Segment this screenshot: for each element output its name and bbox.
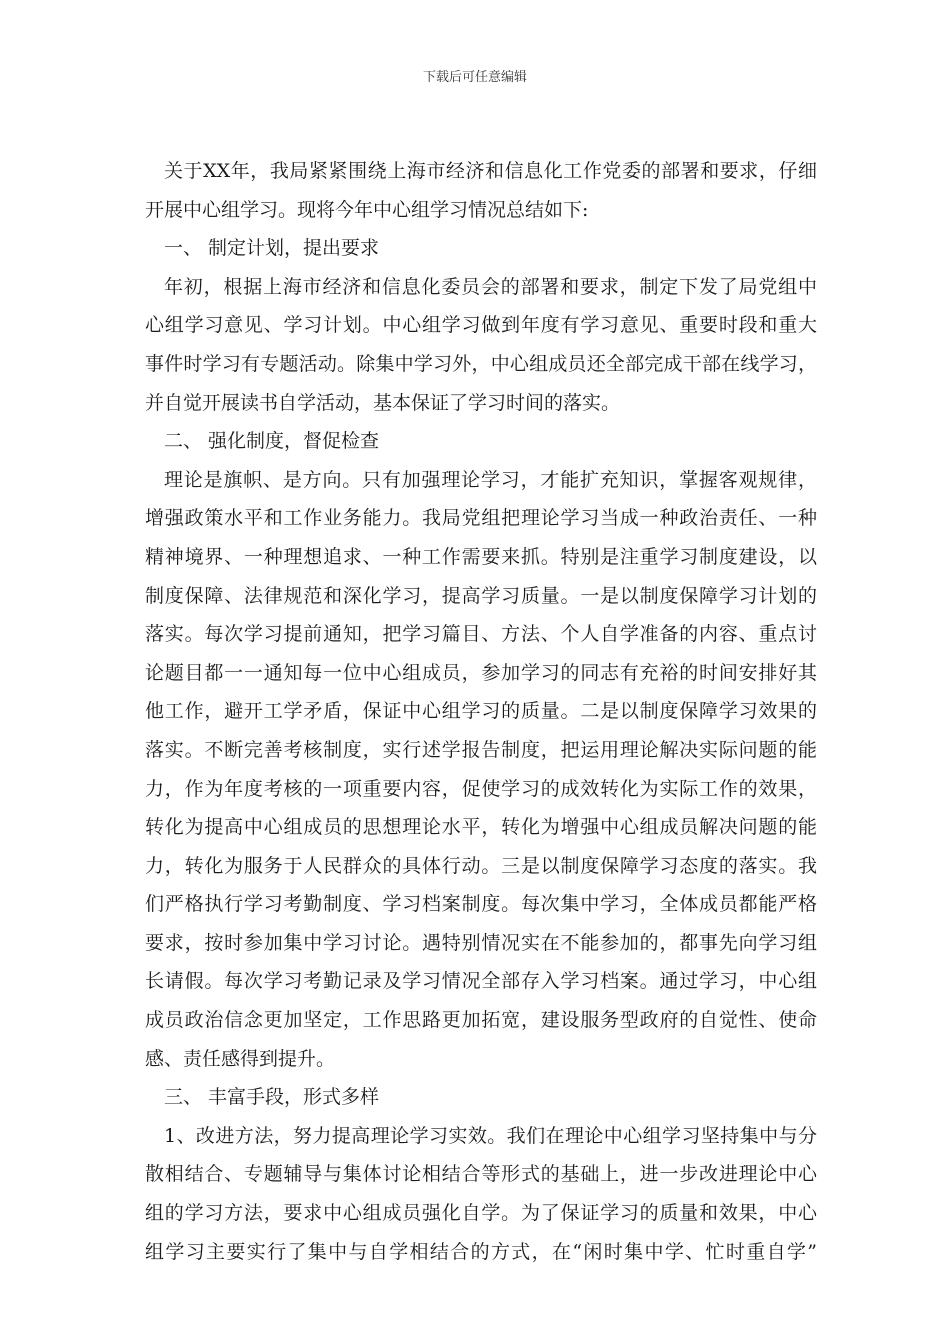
paragraph-line: 长请假。每次学习考勤记录及学习情况全部存入学习档案。通过学习，中心组 <box>145 970 817 993</box>
paragraph-line: 组学习主要实行了集中与自学相结合的方式，在“闲时集中学、忙时重自学” <box>145 1240 817 1263</box>
paragraph-line: 关于XX年，我局紧紧围绕上海市经济和信息化工作党委的部署和要求，仔细 <box>164 160 817 182</box>
paragraph-line: 1、改进方法，努力提高理论学习实效。我们在理论中心组学习坚持集中与分 <box>164 1124 817 1147</box>
paragraph-line: 他工作，避开工学矛盾，保证中心组学习的质量。二是以制度保障学习效果的 <box>145 700 817 723</box>
paragraph-line: 制度保障、法律规范和深化学习，提高学习质量。一是以制度保障学习计划的 <box>145 584 817 607</box>
paragraph-line: 理论是旗帜、是方向。只有加强理论学习，才能扩充知识，掌握客观规律， <box>164 468 817 491</box>
page-header: 下载后可任意编辑 <box>422 70 527 85</box>
paragraph-line: 并自觉开展读书自学活动，基本保证了学习时间的落实。 <box>145 391 621 414</box>
paragraph-line: 开展中心组学习。现将今年中心组学习情况总结如下: <box>145 198 589 221</box>
paragraph-line: 落实。每次学习提前通知，把学习篇目、方法、个人自学准备的内容、重点讨 <box>145 623 817 646</box>
paragraph-line: 增强政策水平和工作业务能力。我局党组把理论学习当成一种政治责任、一种 <box>145 507 817 530</box>
paragraph-line: 散相结合、专题辅导与集体讨论相结合等形式的基础上，进一步改进理论中心 <box>145 1163 817 1186</box>
section-heading: 二、 强化制度，督促检查 <box>164 430 380 453</box>
section-heading: 一、 制定计划，提出要求 <box>164 237 380 260</box>
section-heading: 三、 丰富手段，形式多样 <box>164 1086 380 1109</box>
paragraph-line: 组的学习方法，要求中心组成员强化自学。为了保证学习的质量和效果，中心 <box>145 1202 817 1225</box>
paragraph-line: 论题目都一一通知每一位中心组成员，参加学习的同志有充裕的时间安排好其 <box>145 661 817 684</box>
paragraph-line: 年初，根据上海市经济和信息化委员会的部署和要求，制定下发了局党组中 <box>164 275 817 298</box>
paragraph-line: 要求，按时参加集中学习讨论。遇特别情况实在不能参加的，都事先向学习组 <box>145 931 817 954</box>
paragraph-line: 力，作为年度考核的一项重要内容，促使学习的成效转化为实际工作的效果， <box>145 777 817 800</box>
paragraph-line: 落实。不断完善考核制度，实行述学报告制度，把运用理论解决实际问题的能 <box>145 738 817 761</box>
paragraph-line: 精神境界、一种理想追求、一种工作需要来抓。特别是注重学习制度建设，以 <box>145 545 817 568</box>
paragraph-line: 感、责任感得到提升。 <box>145 1047 336 1070</box>
paragraph-line: 心组学习意见、学习计划。中心组学习做到年度有学习意见、重要时段和重大 <box>145 314 817 337</box>
paragraph-line: 们严格执行学习考勤制度、学习档案制度。每次集中学习，全体成员都能严格 <box>145 893 817 916</box>
document-body <box>145 152 817 1271</box>
paragraph-line: 事件时学习有专题活动。除集中学习外，中心组成员还全部完成干部在线学习， <box>145 352 817 375</box>
paragraph-line: 成员政治信念更加坚定，工作思路更加拓宽，建设服务型政府的自觉性、使命 <box>145 1009 817 1032</box>
paragraph-line: 转化为提高中心组成员的思想理论水平，转化为增强中心组成员解决问题的能 <box>145 816 817 839</box>
paragraph-line: 力，转化为服务于人民群众的具体行动。三是以制度保障学习态度的落实。我 <box>145 854 817 877</box>
